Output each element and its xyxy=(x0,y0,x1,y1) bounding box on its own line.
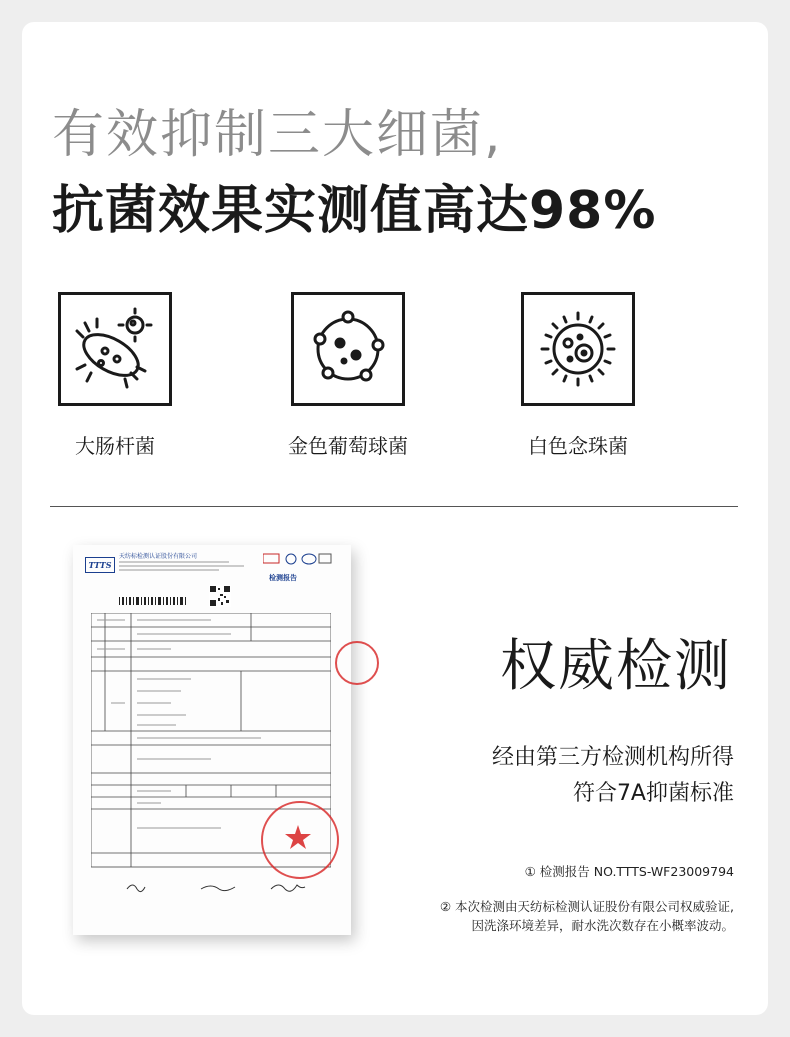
disclaimer-note xyxy=(440,897,734,935)
bacteria-label-e-coli: 大肠杆菌 xyxy=(75,434,155,458)
staphylococcus-icon xyxy=(291,292,405,406)
e-coli-icon xyxy=(58,292,172,406)
report-certification-badges xyxy=(263,553,333,565)
report-barcode xyxy=(119,597,189,605)
authority-desc-line-2: 符合7A抑菌标准 xyxy=(572,781,734,806)
bacteria-label-candida: 白色念珠菌 xyxy=(528,434,628,458)
report-org-subtitle xyxy=(119,560,249,576)
test-report-image xyxy=(73,545,351,935)
authority-title: 权威检测 xyxy=(500,634,732,699)
authority-description xyxy=(492,740,734,812)
report-org-name: 天纺标检测认证股份有限公司 xyxy=(119,553,198,560)
report-stamp-top xyxy=(335,641,379,685)
headline-line-1: 有效抑制三大细菌, xyxy=(52,105,503,165)
report-title: 检测报告 xyxy=(269,573,297,582)
headline-line-2: 抗菌效果实测值高达98% xyxy=(52,181,657,241)
disclaimer-line-1: ② 本次检测由天纺标检测认证股份有限公司权威验证, xyxy=(439,899,734,914)
report-logo: TTTS xyxy=(85,557,115,573)
bacteria-label-staphylococcus: 金色葡萄球菌 xyxy=(288,434,408,458)
candida-icon xyxy=(521,292,635,406)
report-qr-code xyxy=(209,585,231,607)
section-divider xyxy=(50,506,738,507)
report-number-note: ① 检测报告 NO.TTTS-WF23009794 xyxy=(524,864,734,879)
disclaimer-line-2: 因洗涤环境差异，耐水洗次数存在小概率波动。 xyxy=(471,918,734,933)
report-stamp-bottom xyxy=(261,801,339,879)
report-signatures xyxy=(91,879,331,895)
authority-desc-line-1: 经由第三方检测机构所得 xyxy=(491,745,734,770)
